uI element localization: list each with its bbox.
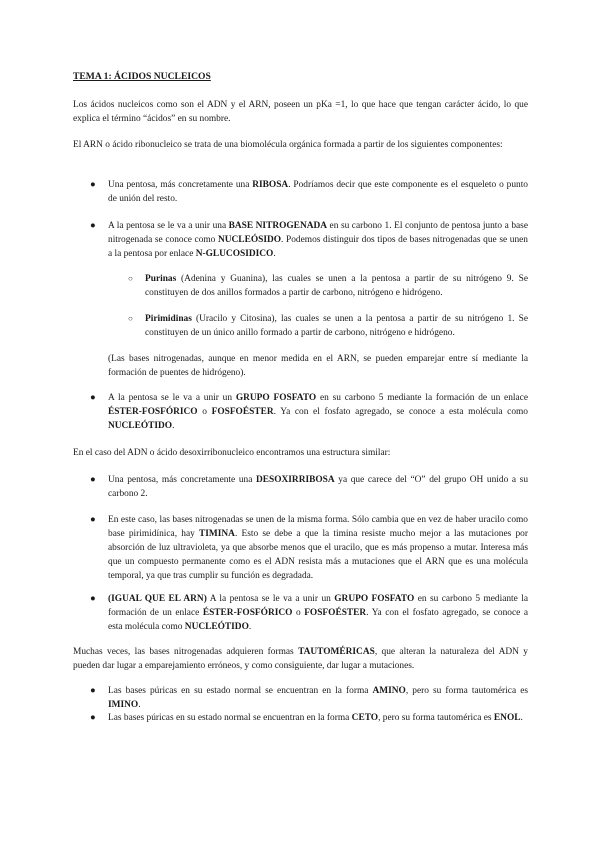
circle-bullet-icon: ○ (128, 274, 133, 283)
bullet-icon: ● (90, 686, 96, 696)
bullet-icon: ● (90, 393, 96, 403)
list-item-ceto-enol: ● Las bases púricas en su estado normal se encuentran en la forma CETO, pero su forma tautomérica es ENOL. (90, 713, 523, 723)
adn-intro-paragraph: En el caso del ADN o ácido desoxirribonucleico encontramos una estructura similar: (73, 448, 391, 458)
tautomeric-paragraph: Muchas veces, las bases nitrogenadas adquieren formas TAUTOMÉRICAS, que alteran la naturaleza del ADN y pueden dar lugar a emparejamiento erróneos, y como consiguiente, dar lugar a mutaciones. (73, 647, 528, 671)
sublist-item-pirimidinas: ○ Pirimidinas (Uracilo y Citosina), las cuales se unen a la pentosa a partir de su nitrógeno 1. Se constituyen de un único anillo formado a partir de carbono, nitrógeno e hidrógeno. (128, 314, 528, 338)
bullet-icon: ● (90, 180, 96, 190)
list-item-ribosa: ● Una pentosa, más concretamente una RIBOSA. Podríamos decir que este componente es el esqueleto o punto de unión del resto. (90, 180, 528, 204)
list-item-igual-que-el-arn: ● (IGUAL QUE EL ARN) A la pentosa se le va a unir un GRUPO FOSFATO en su carbono 5 mediante la formación de un enlace ÉSTER-FOSFÓRICO o FOSFOÉSTER. Ya con el fosfato agregado, se conoce a esta molécula como NUCLEÓTIDO. (90, 594, 529, 632)
list-item-timina: ● En este caso, las bases nitrogenadas se unen de la misma forma. Sólo cambia que en vez de haber uracilo como base pirimidínica, hay TIMINA. Esto se debe a que la timina resiste mucho mejor a las mutaciones por absorción de luz ultravioleta, ya que absorbe menos que el uracilo, que es más propenso a mutar. Interesa más que un compuesto permanente como es el ADN resista más a mutaciones que el ARN que es una molécula temporal, ya que tras cumplir su función es degradada. (90, 515, 528, 581)
bullet-icon: ● (90, 515, 96, 525)
list-item-base-nitrogenada: ● A la pentosa se le va a unir una BASE NITROGENADA en su carbono 1. El conjunto de pentosa junto a base nitrogenada se conoce como NUCLEÓSIDO. Podemos distinguir dos tipos de bases nitrogenadas que se unen a la pentosa por enlace N-GLUCOSIDICO. (90, 221, 528, 259)
list-item-desoxirribosa: ● Una pentosa, más concretamente una DESOXIRRIBOSA ya que carece del “O” del grupo OH unido a su carbono 2. (90, 475, 529, 499)
intro-paragraph-2: El ARN o ácido ribonucleico se trata de una biomolécula orgánica formada a partir de los siguientes componentes: (73, 140, 503, 150)
list-item-grupo-fosfato: ● A la pentosa se le va a unir un GRUPO FOSFATO en su carbono 5 mediante la formación de un enlace ÉSTER-FOSFÓRICO o FOSFOÉSTER. Ya con el fosfato agregado, se conoce a esta molécula como NUCLEÓTIDO. (90, 393, 528, 431)
page-title: TEMA 1: ÁCIDOS NUCLEICOS (73, 71, 211, 82)
note-paragraph: (Las bases nitrogenadas, aunque en menor medida en el ARN, se pueden emparejar entre sí mediante la formación de puentes de hidrógeno). (108, 354, 528, 378)
bullet-icon: ● (90, 713, 96, 723)
bullet-icon: ● (90, 594, 96, 604)
bullet-icon: ● (90, 475, 96, 485)
intro-paragraph-1: Los ácidos nucleicos como son el ADN y el ARN, poseen un pKa =1, lo que hace que tengan carácter ácido, lo que explica el término “ácidos” en su nombre. (73, 100, 528, 124)
list-item-amino-imino: ● Las bases púricas en su estado normal se encuentran en la forma AMINO, pero su forma tautomérica es IMINO. (90, 686, 528, 710)
bullet-icon: ● (90, 221, 96, 231)
circle-bullet-icon: ○ (128, 314, 133, 323)
sublist-item-purinas: ○ Purinas (Adenina y Guanina), las cuales se unen a la pentosa a partir de su nitrógeno 9. Se constituyen de dos anillos formados a partir de carbono, nitrógeno e hidrógeno. (128, 274, 528, 298)
